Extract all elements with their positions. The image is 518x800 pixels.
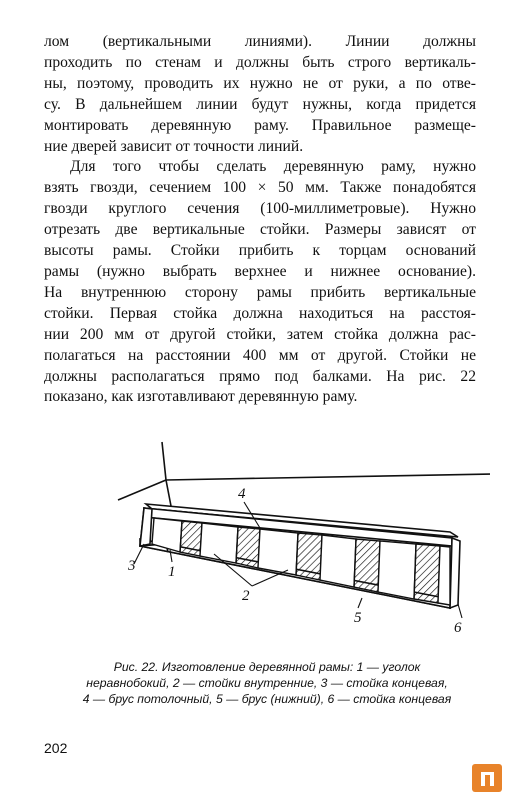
text-line: нии 200 мм от другой стойки, затем стойка должна рас- (44, 325, 476, 343)
text-line: лом (вертикальными линиями). Линии должны (44, 33, 476, 50)
figure-caption (62, 660, 472, 707)
label-6: 6 (454, 620, 462, 636)
caption-line: 4 — брус потолочный, 5 — брус (нижний), 6 — стойка концевая (82, 691, 452, 706)
text-line: должны располагаться прямо под балками. На рис. 22 (44, 367, 476, 385)
text-line: полагаться на расстоянии 400 мм от другой. Стойки не (44, 346, 476, 364)
text-line: монтировать деревянную раму. Правильное размеще- (44, 116, 476, 134)
label-2: 2 (242, 588, 250, 604)
label-4: 4 (238, 486, 246, 502)
text-line: ны, поэтому, проводить их нужно не от руки, а по отве- (44, 74, 476, 92)
text-line: проходить по стенам и должны быть строго вертикаль- (44, 53, 476, 71)
frame-illustration (110, 440, 490, 640)
text-line: рамы (нужно выбрать верхнее и нижнее основание). (44, 262, 476, 280)
text-line: показано, как изготавливают деревянную раму. (44, 388, 358, 406)
paragraph-2 (44, 157, 476, 408)
caption-line: Рис. 22. Изготовление деревянной рамы: 1 — уголок (113, 660, 421, 674)
text-line: На внутреннюю сторону рамы прибить вертикальные (44, 283, 476, 301)
caption-line: неравнобокий, 2 — стойки внутренние, 3 — стойка концевая, (86, 675, 448, 690)
text-line: гвозди круглого сечения (100-миллиметровые). Нужно (44, 200, 476, 218)
label-5: 5 (354, 610, 362, 626)
paragraph-1 (44, 32, 476, 157)
publisher-logo-icon (472, 764, 502, 792)
text-line: взять гвозди, сечением 100 × 50 мм. Также понадобятся (44, 179, 476, 197)
label-3: 3 (128, 558, 136, 574)
text-line: су. В дальнейшем линии будут нужны, когда придется (44, 95, 476, 113)
text-line: отрезать две вертикальные стойки. Размеры зависят от (44, 221, 476, 239)
body-text (44, 32, 476, 408)
text-line: стойки. Первая стойка должна находиться на расстоя- (44, 304, 476, 322)
text-line: высоты рамы. Стойки прибить к торцам оснований (44, 242, 476, 260)
text-line: Для того чтобы сделать деревянную раму, нужно (70, 158, 476, 176)
page-number: 202 (44, 740, 68, 756)
text-line: ние дверей зависит от точности линий. (44, 137, 304, 155)
label-1: 1 (168, 564, 176, 580)
